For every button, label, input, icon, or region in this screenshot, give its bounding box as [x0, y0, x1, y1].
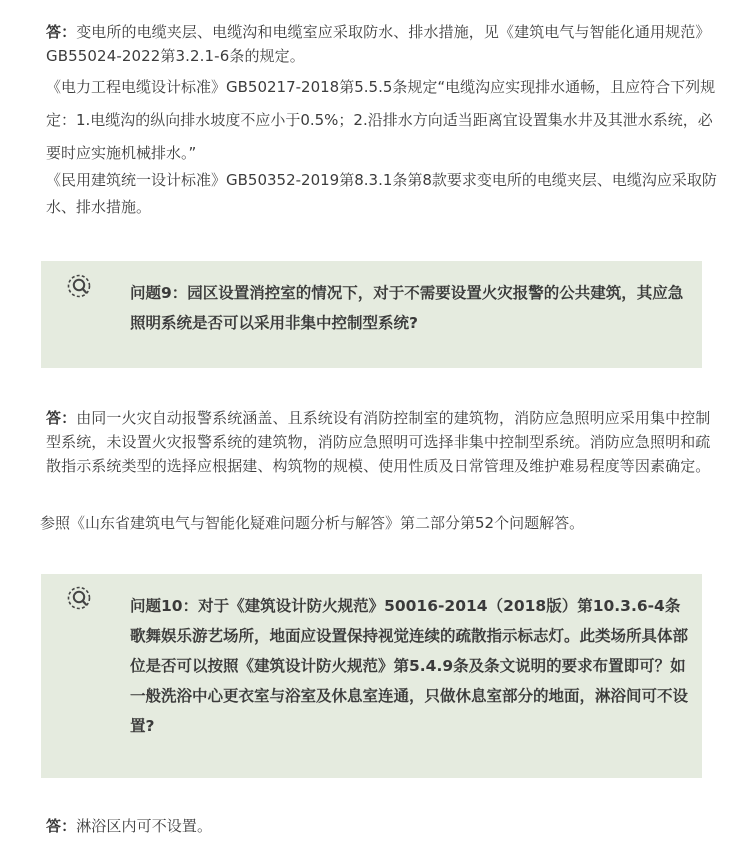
- answer-label: 答：: [46, 409, 77, 427]
- reference-text: 参照《山东省建筑电气与智能化疑难问题分析与解答》第二部分第52个问题解答。: [40, 514, 585, 532]
- reference-paragraph-1: [46, 71, 724, 170]
- question-magnifier-icon: [65, 584, 95, 614]
- answer-text: 淋浴区内可不设置。: [76, 817, 213, 835]
- question-10-text: 问题10：对于《建筑设计防火规范》50016-2014（2018版）第10.3.6-4条歌舞娱乐游艺场所，地面应设置保持视觉连续的疏散指示标志灯。此类场所具体部位是否可以按照《建筑设计防火规范》第5.4.9条及条文说明的要求布置即可？如一般洗浴中心更衣室与浴室及休息室连通，只做休息室部分的地面，淋浴间可不设置?: [130, 597, 689, 735]
- reference-paragraph-2: [46, 167, 724, 221]
- answer-text: 由同一火灾自动报警系统涵盖、且系统设有消防控制室的建筑物，消防应急照明应采用集中控制型系统，未设置火灾报警系统的建筑物，消防应急照明可选择非集中控制型系统。消防应急照明和疏散指示系统类型的选择应根据建、构筑物的规模、使用性质及日常管理及维护难易程度等因素确定。: [46, 409, 711, 475]
- reference-text: 《电力工程电缆设计标准》GB50217-2018第5.5.5条规定“电缆沟应实现排水通畅，且应符合下列规定：1.电缆沟的纵向排水坡度不应小于0.5%；2.沿排水方向适当距离宜设置集水井及其泄水系统，必要时应实施机械排水。”: [46, 78, 716, 162]
- question-10-box: [41, 574, 702, 778]
- answer-text: 变电所的电缆夹层、电缆沟和电缆室应采取防水、排水措施，见《建筑电气与智能化通用规范》GB55024-2022第3.2.1-6条的规定。: [46, 23, 711, 65]
- reference-text: 《民用建筑统一设计标准》GB50352-2019第8.3.1条第8款要求变电所的电缆夹层、电缆沟应采取防水、排水措施。: [46, 171, 717, 216]
- answer-label: 答：: [46, 817, 77, 835]
- question-magnifier-icon: [65, 272, 95, 302]
- question-9-text: 问题9：园区设置消控室的情况下，对于不需要设置火灾报警的公共建筑，其应急照明系统是否可以采用非集中控制型系统?: [130, 284, 684, 332]
- answer-1: [46, 20, 720, 68]
- reference-paragraph-9: [40, 511, 728, 535]
- question-9-box: [41, 261, 702, 368]
- answer-10: [46, 814, 720, 838]
- answer-label: 答：: [46, 23, 77, 41]
- answer-9: [46, 406, 720, 478]
